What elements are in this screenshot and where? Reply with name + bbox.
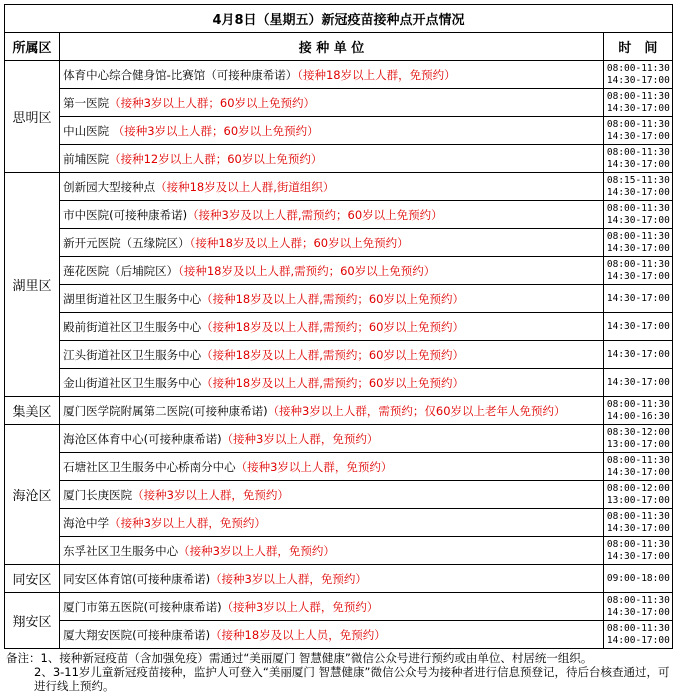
time-slot: 14:30-17:00 [606, 242, 670, 254]
site-cell [60, 593, 604, 621]
time-cell [603, 61, 672, 89]
time-cell [603, 481, 672, 509]
site-note: （接种3岁以上人群，免预约） [178, 543, 335, 558]
site-cell [60, 145, 604, 173]
district-cell: 同安区 [5, 565, 60, 593]
site-note: （接种3岁以上人群，免预约） [210, 571, 367, 586]
site-name: 东孚社区卫生服务中心 [63, 543, 179, 558]
time-cell [603, 453, 672, 481]
site-cell [60, 117, 604, 145]
site-note: （接种18岁及以上人群,需预约；60岁以上免预约） [201, 291, 464, 306]
site-name: 厦门长庚医院 [63, 487, 133, 502]
site-name: 创新园大型接种点 [63, 179, 156, 194]
unit-header: 接 种 单 位 [60, 33, 604, 61]
site-row [5, 621, 673, 649]
time-cell [603, 313, 672, 341]
time-slot: 14:30-17:00 [606, 522, 670, 534]
time-slot: 08:00-11:30 [606, 230, 670, 242]
time-cell [603, 509, 672, 537]
time-slot: 13:00-17:00 [606, 494, 670, 506]
site-row [5, 201, 673, 229]
remark-line-1: 备注：1、接种新冠疫苗（含加强免疫）需通过“美丽厦门 智慧健康”微信公众号进行预约或由单位、村居统一组织。 [6, 651, 593, 665]
time-slot: 08:00-11:30 [606, 258, 670, 270]
time-cell [603, 397, 672, 425]
site-note: （接种18岁及以上人员，免预约） [210, 627, 386, 642]
time-slot: 14:30-17:00 [606, 466, 670, 478]
site-cell [60, 313, 604, 341]
time-cell [603, 369, 672, 397]
site-name: 石塘社区卫生服务中心桥南分中心 [63, 459, 236, 474]
site-cell [60, 89, 604, 117]
time-slot: 08:00-11:30 [606, 398, 670, 410]
time-slot: 08:00-11:30 [606, 62, 670, 74]
site-row [5, 509, 673, 537]
time-cell [603, 425, 672, 453]
time-slot: 08:00-11:30 [606, 118, 670, 130]
site-cell [60, 509, 604, 537]
vaccination-table [4, 4, 673, 649]
time-slot: 14:00-16:30 [606, 410, 670, 422]
site-name: 厦门市第五医院(可接种康希诺) [63, 599, 222, 614]
site-name: 同安区体育馆(可接种康希诺) [63, 571, 211, 586]
time-slot: 08:00-11:30 [606, 90, 670, 102]
site-note: （接种18岁及以上人群,需预约；60岁以上免预约） [201, 375, 464, 390]
site-name: 湖里街道社区卫生服务中心 [63, 291, 202, 306]
time-slot: 08:00-11:30 [606, 146, 670, 158]
site-name: 市中医院(可接种康希诺) [63, 207, 188, 222]
time-slot: 14:30-17:00 [606, 292, 670, 304]
site-row [5, 229, 673, 257]
site-note: （接种3岁以上人群，免预约） [221, 599, 379, 614]
district-cell: 湖里区 [5, 173, 60, 397]
site-note: （接种18岁及以上人群,需预约；60岁以上免预约） [201, 347, 464, 362]
time-slot: 08:30-12:00 [606, 426, 670, 438]
time-cell [603, 593, 672, 621]
site-cell [60, 537, 604, 565]
time-slot: 08:00-11:30 [606, 510, 670, 522]
time-slot: 14:30-17:00 [606, 606, 670, 618]
time-cell [603, 621, 672, 649]
site-row [5, 565, 673, 593]
site-name: 新开元医院（五缘院区） [63, 235, 190, 250]
site-row [5, 369, 673, 397]
time-cell [603, 257, 672, 285]
district-cell: 翔安区 [5, 593, 60, 649]
site-cell [60, 61, 604, 89]
site-cell [60, 341, 604, 369]
site-row [5, 593, 673, 621]
time-slot: 14:00-17:00 [606, 634, 670, 646]
time-slot: 08:00-11:30 [606, 538, 670, 550]
site-cell [60, 397, 604, 425]
site-row [5, 481, 673, 509]
time-slot: 14:30-17:00 [606, 376, 670, 388]
time-slot: 14:30-17:00 [606, 102, 670, 114]
site-cell [60, 201, 604, 229]
site-row [5, 173, 673, 201]
site-note: （接种3岁以上人群，需预约；仅60岁以上老年人免预约） [267, 403, 566, 418]
site-row [5, 145, 673, 173]
district-header: 所属区 [5, 33, 60, 61]
site-name: 莲花医院（后埔院区） [63, 263, 179, 278]
site-row [5, 61, 673, 89]
time-slot: 14:30-17:00 [606, 550, 670, 562]
time-slot: 08:00-12:00 [606, 482, 670, 494]
site-cell [60, 369, 604, 397]
site-row [5, 397, 673, 425]
site-name: 金山街道社区卫生服务中心 [63, 375, 202, 390]
time-slot: 08:15-11:30 [606, 174, 670, 186]
site-name: 海沧中学 [63, 515, 110, 530]
site-name: 厦门医学院附属第二医院(可接种康希诺) [63, 403, 268, 418]
schedule-sheet [4, 4, 673, 693]
time-header: 时 间 [603, 33, 672, 61]
site-name: 中山医院 [63, 123, 110, 138]
time-slot: 14:30-17:00 [606, 320, 670, 332]
page-title: 4月8日（星期五）新冠疫苗接种点开点情况 [5, 5, 673, 33]
site-cell [60, 257, 604, 285]
time-slot: 14:30-17:00 [606, 130, 670, 142]
site-note: （接种3岁以上人群，免预约） [109, 515, 266, 530]
time-cell [603, 537, 672, 565]
time-cell [603, 145, 672, 173]
header-row [5, 33, 673, 61]
site-row [5, 117, 673, 145]
site-name: 体育中心综合健身馆-比赛馆（可接种康希诺） [63, 67, 298, 82]
time-cell [603, 89, 672, 117]
time-cell [603, 117, 672, 145]
site-note: （接种18岁及以上人群,需预约；60岁以上免预约） [201, 319, 464, 334]
site-row [5, 257, 673, 285]
site-name: 第一医院 [63, 95, 110, 110]
time-cell [603, 285, 672, 313]
remark-line-2: 2、3-11岁儿童新冠疫苗接种，监护人可登入“美丽厦门 智慧健康”微信公众号为接种者进行信息预登记，待后台核查通过，可进行线上预约。 [34, 665, 670, 693]
site-name: 厦大翔安医院(可接种康希诺) [63, 627, 211, 642]
time-cell [603, 341, 672, 369]
site-cell [60, 453, 604, 481]
site-note: （接种12岁以上人群；60岁以上免预约） [109, 151, 323, 166]
site-row [5, 537, 673, 565]
site-cell [60, 229, 604, 257]
site-cell [60, 621, 604, 649]
remarks [4, 649, 677, 693]
site-note: （接种18岁及以上人群,需预约；60岁以上免预约） [178, 263, 436, 278]
site-name: 江头街道社区卫生服务中心 [63, 347, 202, 362]
site-row [5, 341, 673, 369]
district-cell: 海沧区 [5, 425, 60, 565]
site-name: 海沧区体育中心(可接种康希诺) [63, 431, 222, 446]
site-note: （接种3岁以上人群，免预约） [235, 459, 393, 474]
time-slot: 08:00-11:30 [606, 594, 670, 606]
site-cell [60, 285, 604, 313]
site-note: （接种18岁及以上人群；60岁以上免预约） [189, 235, 409, 250]
time-slot: 14:30-17:00 [606, 214, 670, 226]
time-slot: 08:00-11:30 [606, 622, 670, 634]
site-note: （接种3岁及以上人群,需预约；60岁以上免预约） [187, 207, 443, 222]
district-cell: 集美区 [5, 397, 60, 425]
time-slot: 14:30-17:00 [606, 270, 670, 282]
site-name: 前埔医院 [63, 151, 110, 166]
time-slot: 08:00-11:30 [606, 454, 670, 466]
site-row [5, 453, 673, 481]
time-cell [603, 173, 672, 201]
time-slot: 14:30-17:00 [606, 74, 670, 86]
site-note: （接种3岁以上人群；60岁以上免预约） [109, 95, 316, 110]
site-note: （接种3岁以上人群，免预约） [221, 431, 379, 446]
time-slot: 13:00-17:00 [606, 438, 670, 450]
district-cell: 思明区 [5, 61, 60, 173]
site-row [5, 313, 673, 341]
site-note: （接种18岁以上人群，免预约） [297, 67, 456, 82]
site-cell [60, 425, 604, 453]
time-cell [603, 201, 672, 229]
site-cell [60, 481, 604, 509]
time-slot: 08:00-11:30 [606, 202, 670, 214]
time-cell [603, 229, 672, 257]
site-row [5, 285, 673, 313]
time-cell [603, 565, 672, 593]
time-slot: 14:30-17:00 [606, 348, 670, 360]
title-row [5, 5, 673, 33]
time-slot: 14:30-17:00 [606, 186, 670, 198]
site-note: （接种3岁以上人群；60岁以上免预约） [109, 123, 319, 138]
site-note: （接种3岁以上人群，免预约） [132, 487, 289, 502]
site-row [5, 89, 673, 117]
site-cell [60, 173, 604, 201]
time-slot: 14:30-17:00 [606, 158, 670, 170]
site-cell [60, 565, 604, 593]
time-slot: 09:00-18:00 [606, 572, 670, 584]
site-name: 殿前街道社区卫生服务中心 [63, 319, 202, 334]
site-note: （接种18岁及以上人群,街道组织） [155, 179, 335, 194]
site-row [5, 425, 673, 453]
